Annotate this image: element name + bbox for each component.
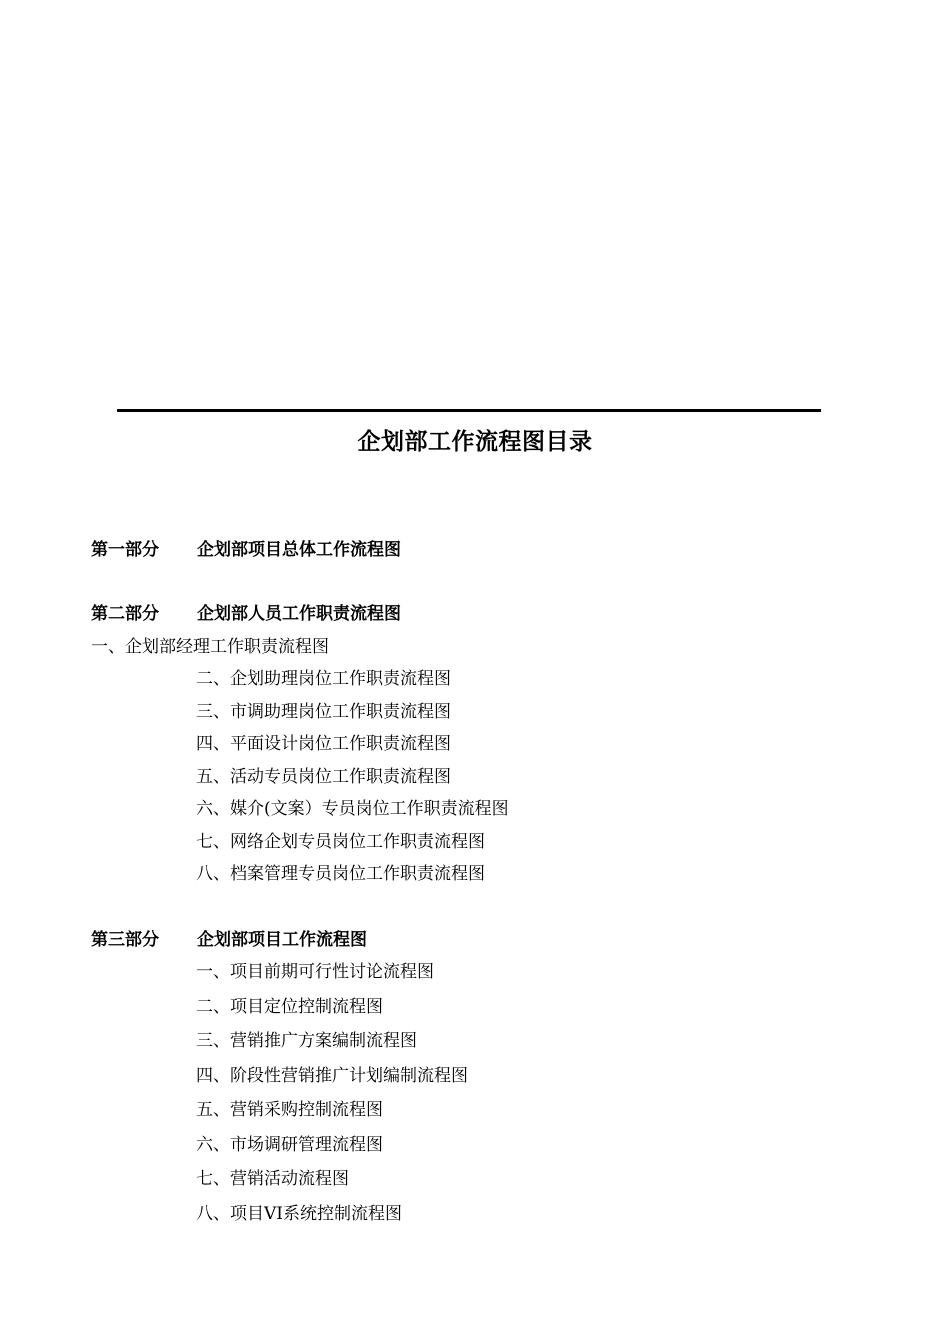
- toc-item: 五、营销采购控制流程图: [196, 1100, 383, 1120]
- part-title: 企划部项目工作流程图: [197, 930, 367, 950]
- toc-item: 七、网络企划专员岗位工作职责流程图: [196, 832, 485, 852]
- part-1-heading: [91, 535, 401, 565]
- part-number: 第一部分: [91, 540, 159, 560]
- part-title: 企划部人员工作职责流程图: [197, 604, 401, 624]
- part-number: 第三部分: [91, 930, 159, 950]
- part-number: 第二部分: [91, 604, 159, 624]
- part-2-heading: [91, 599, 401, 629]
- toc-item: 六、市场调研管理流程图: [196, 1135, 383, 1155]
- part-title: 企划部项目总体工作流程图: [197, 540, 401, 560]
- toc-item: 一、企划部经理工作职责流程图: [91, 637, 329, 657]
- document-title: 企划部工作流程图目录: [357, 429, 593, 455]
- toc-item: 二、项目定位控制流程图: [196, 997, 383, 1017]
- toc-item: 一、项目前期可行性讨论流程图: [196, 962, 434, 982]
- toc-item: 八、项目VI系统控制流程图: [196, 1204, 402, 1224]
- toc-item: 三、营销推广方案编制流程图: [196, 1031, 417, 1051]
- toc-item: 五、活动专员岗位工作职责流程图: [196, 767, 451, 787]
- toc-item: 八、档案管理专员岗位工作职责流程图: [196, 864, 485, 884]
- title-top-rule: [117, 409, 821, 412]
- toc-item: 三、市调助理岗位工作职责流程图: [196, 702, 451, 722]
- toc-item: 四、阶段性营销推广计划编制流程图: [196, 1066, 468, 1086]
- toc-item: 六、媒介(文案）专员岗位工作职责流程图: [196, 799, 509, 819]
- part-3-heading: [91, 925, 367, 955]
- toc-item: 七、营销活动流程图: [196, 1169, 349, 1189]
- toc-item: 四、平面设计岗位工作职责流程图: [196, 734, 451, 754]
- toc-item: 二、企划助理岗位工作职责流程图: [196, 669, 451, 689]
